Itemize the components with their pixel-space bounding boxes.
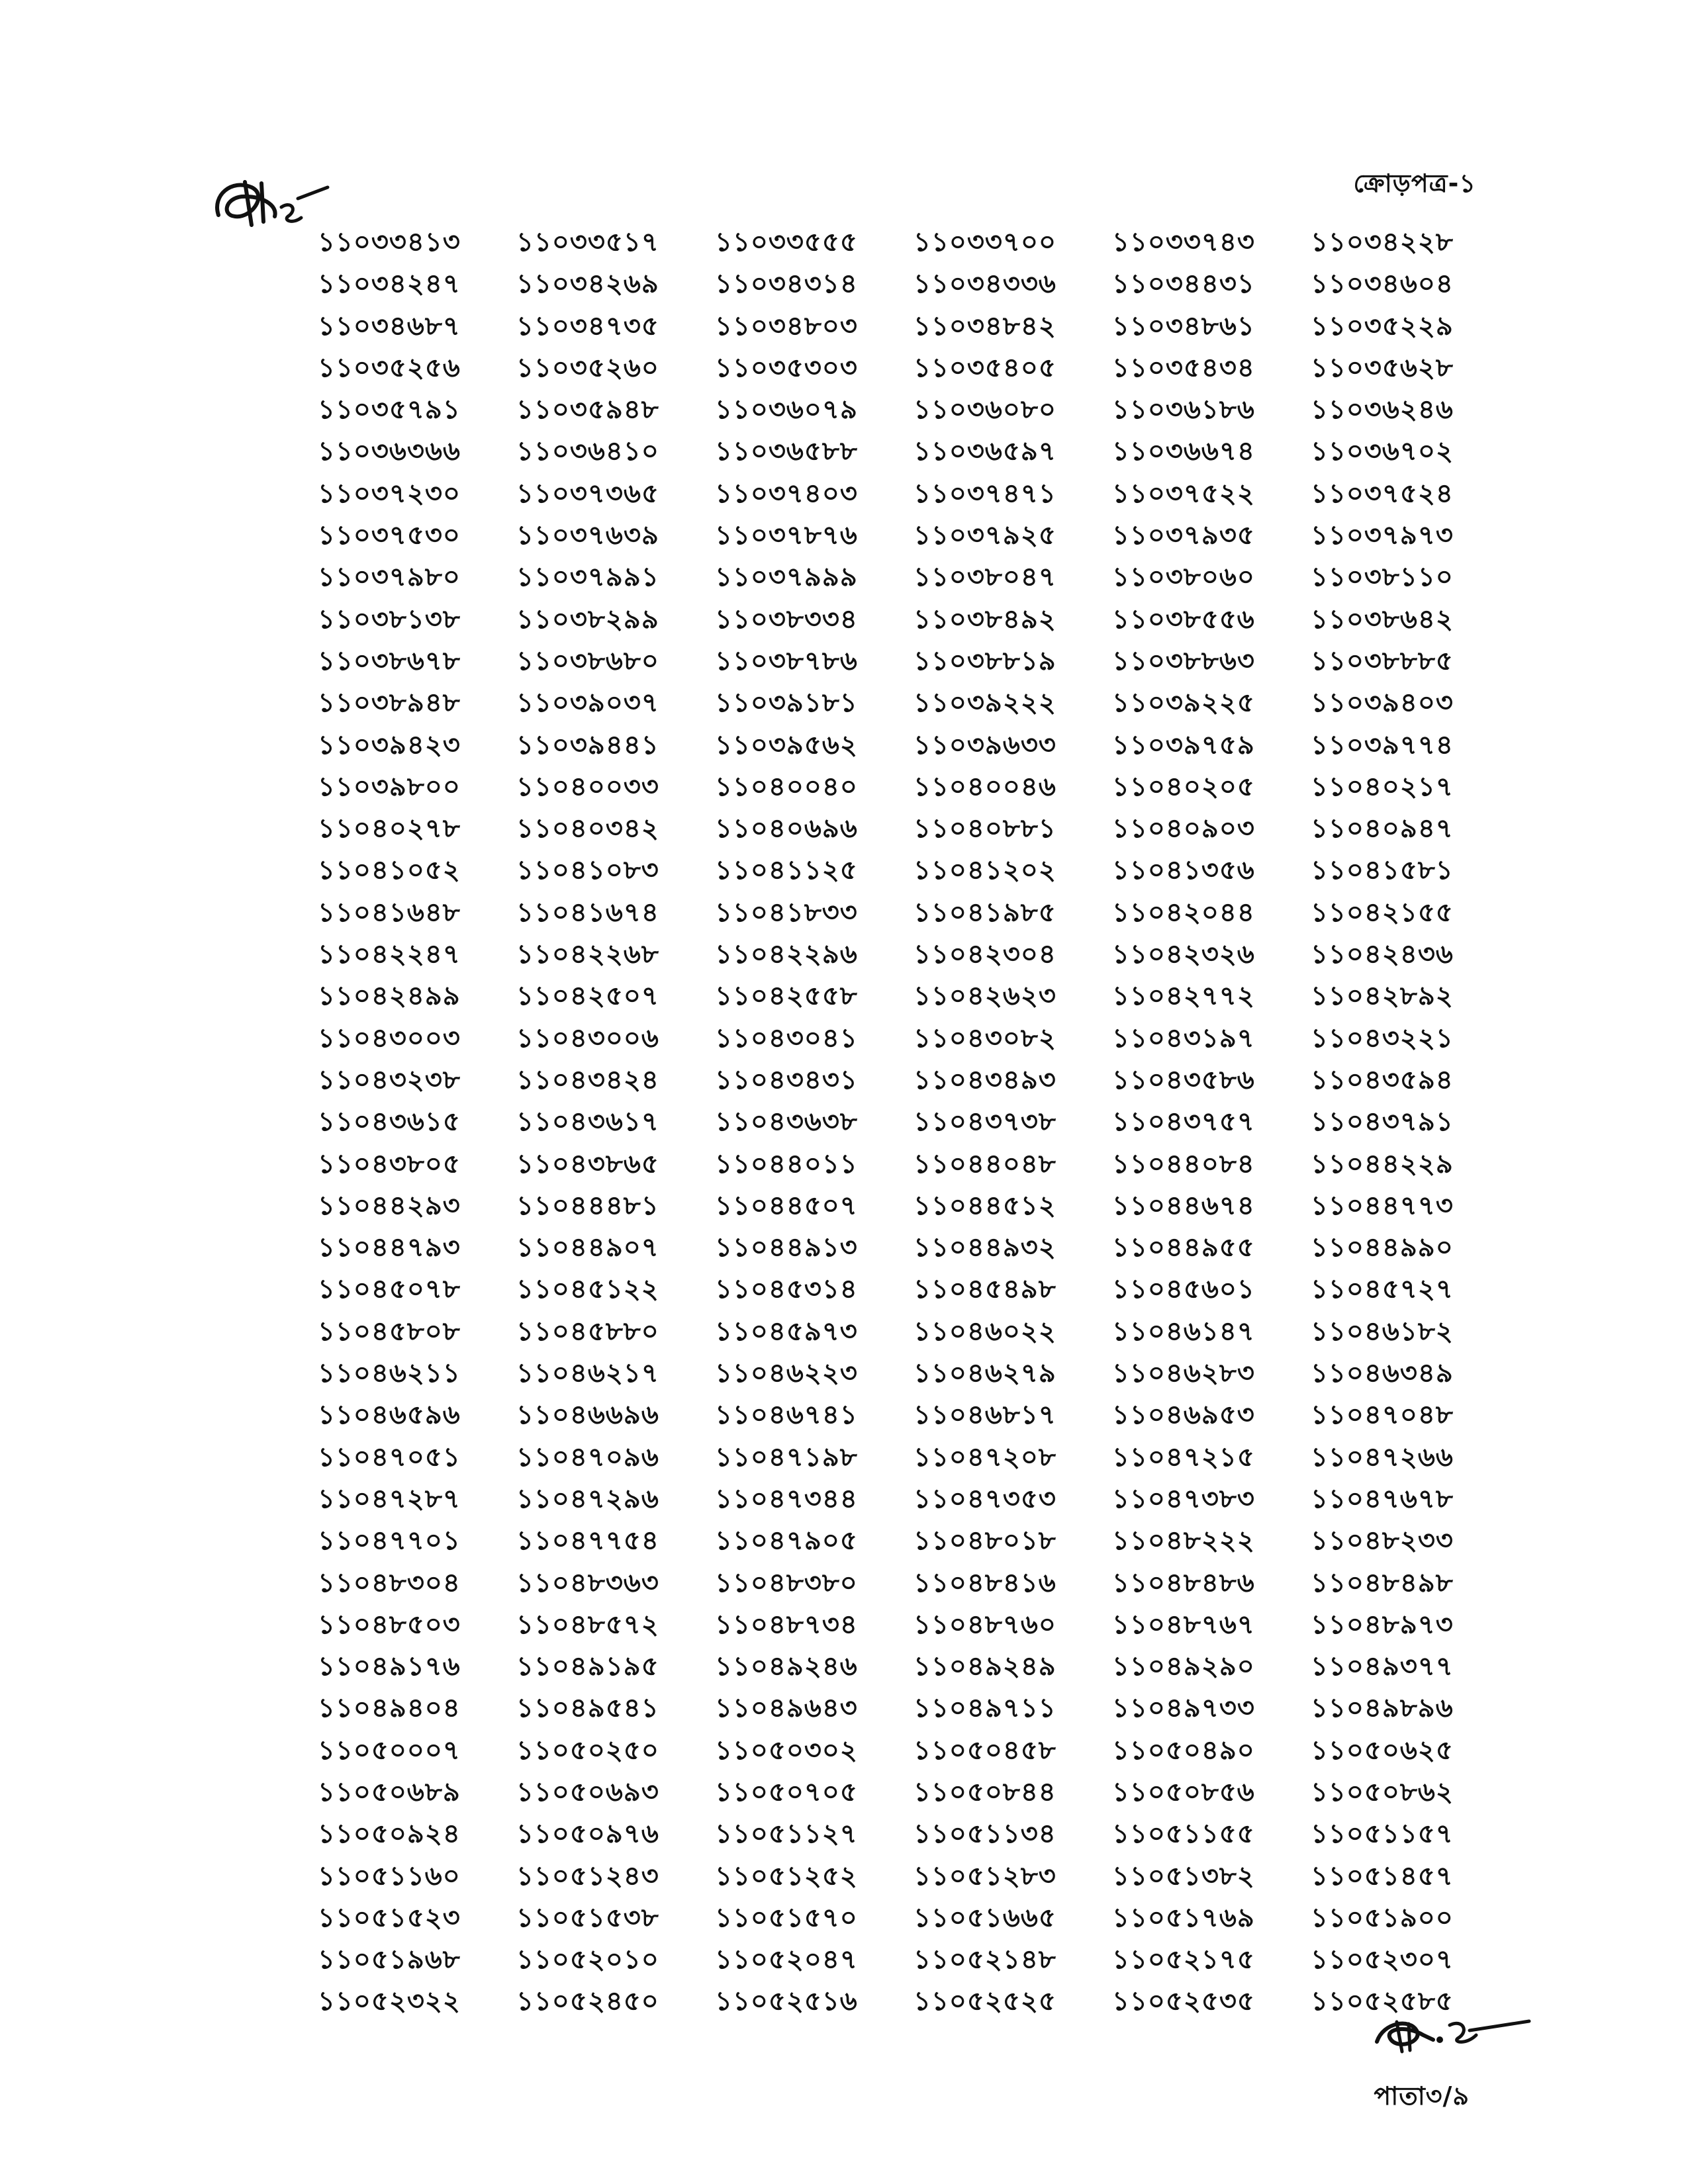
roll-number-cell: ১১০৪৭৩৮৩ (1112, 1483, 1255, 1514)
roll-number-cell: ১১০৪৬১৮২ (1311, 1316, 1454, 1347)
roll-number-cell: ১১০৪৮৭৬৭ (1112, 1609, 1255, 1640)
roll-number-cell: ১১০৩৪৮৪২ (914, 310, 1056, 341)
roll-number-cell: ১১০৪৬৯৫৩ (1112, 1400, 1255, 1431)
roll-number-cell: ১১০৪৫৩১৪ (715, 1274, 858, 1305)
roll-number-cell: ১১০৩৪৪৩১ (1112, 269, 1255, 300)
roll-number-cell: ১১০৪০০৪০ (715, 771, 858, 802)
roll-number-cell: ১১০৫০৬৮৯ (318, 1776, 461, 1807)
roll-number-cell: ১১০৩৮৯৪৮ (318, 688, 461, 719)
roll-number-cell: ১১০৪৬২২৩ (715, 1358, 858, 1389)
roll-number-cell: ১১০৩৩৫১৭ (516, 227, 659, 257)
roll-number-cell: ১১০৪৫৬০১ (1112, 1274, 1255, 1305)
roll-number-cell: ১১০৩৫৪০৫ (914, 352, 1056, 383)
roll-number-cell: ১১০৪৪৬৭৪ (1112, 1190, 1255, 1221)
roll-number-cell: ১১০৪৪৫১২ (914, 1190, 1056, 1221)
roll-number-cell: ১১০৪০০৩৩ (516, 771, 659, 802)
roll-number-cell: ১১০৪০৯০৩ (1112, 813, 1255, 844)
roll-number-cell: ১১০৪৭০৪৮ (1311, 1400, 1454, 1431)
roll-number-cell: ১১০৩৭৪০৩ (715, 478, 858, 509)
roll-number-cell: ১১০৩৭৪৭১ (914, 478, 1056, 509)
roll-number-cell: ১১০৫১৯৬৮ (318, 1944, 461, 1976)
roll-number-cell: ১১০৪৯১৭৬ (318, 1651, 461, 1682)
roll-number-cell: ১১০৪০৮৮১ (914, 813, 1056, 844)
roll-number-cell: ১১০৪২৬২৩ (914, 981, 1056, 1012)
roll-number-cell: ১১০৪৯৭৩৩ (1112, 1693, 1255, 1724)
roll-number-cell: ১১০৪১৫৮১ (1311, 855, 1454, 886)
signature-bottom (1370, 1999, 1536, 2058)
roll-number-cell: ১১০৪৭২৯৬ (516, 1483, 659, 1514)
roll-number-cell: ১১০৩৪৩১৪ (715, 269, 858, 300)
roll-number-cell: ১১০৩৮৮৬৩ (1112, 645, 1255, 676)
roll-number-cell: ১১০৩৬০৭৯ (715, 394, 858, 426)
roll-number-cell: ১১০৪৮৭৩৪ (715, 1609, 858, 1640)
roll-number-cell: ১১০৫২৪৫০ (516, 1986, 659, 2017)
roll-number-cell: ১১০৪০৩৪২ (516, 813, 659, 844)
roll-number-cell: ১১০৩৩৪১৩ (318, 227, 461, 257)
page-number: পাতা৩/৯ (1374, 2081, 1470, 2111)
roll-number-cell: ১১০৪৮৯৭৩ (1311, 1609, 1454, 1640)
roll-number-cell: ১১০৪৩৬১৫ (318, 1107, 461, 1138)
roll-number-cell: ১১০৪৮৭৬০ (914, 1609, 1056, 1640)
roll-number-cell: ১১০৫১৪৫৭ (1311, 1860, 1454, 1891)
roll-number-cell: ১১০৪৭৭০১ (318, 1525, 461, 1557)
roll-number-cell: ১১০৩৮৫৫৬ (1112, 604, 1255, 635)
roll-number-cell: ১১০৪৭৭৫৪ (516, 1525, 659, 1557)
roll-number-cell: ১১০৪৮৫০৩ (318, 1609, 461, 1640)
roll-number-cell: ১১০৪৭৯০৫ (715, 1525, 858, 1557)
roll-number-cell: ১১০৩৭৯৩৫ (1112, 520, 1255, 551)
roll-number-cell: ১১০৩৭৫৩০ (318, 520, 461, 551)
roll-number-cell: ১১০৪৮৩০৪ (318, 1567, 461, 1598)
roll-number-cell: ১১০৩৪৬৮৭ (318, 310, 461, 341)
roll-number-cell: ১১০৪৩৭৩৮ (914, 1107, 1056, 1138)
roll-number-cell: ১১০৪৭৬৭৮ (1311, 1483, 1454, 1514)
roll-number-cell: ১১০৪২২৯৬ (715, 939, 858, 970)
roll-number-cell: ১১০৪৭৩৫৩ (914, 1483, 1056, 1514)
roll-number-cell: ১১০৩৭৯২৫ (914, 520, 1056, 551)
roll-number-cell: ১১০৪৯৬৪৩ (715, 1693, 858, 1724)
roll-number-cell: ১১০৩৯৪০৩ (1311, 688, 1454, 719)
roll-number-cell: ১১০৪৯২৪৯ (914, 1651, 1056, 1682)
roll-number-cell: ১১০৩৯৭৫৯ (1112, 729, 1255, 760)
roll-number-cell: ১১০৪১৩৫৬ (1112, 855, 1255, 886)
roll-number-cell: ১১০৫০৮৬২ (1311, 1776, 1454, 1807)
roll-number-cell: ১১০৪৫৮৮০ (516, 1316, 659, 1347)
roll-number-cell: ১১০৪২৫০৭ (516, 981, 659, 1012)
roll-number-cell: ১১০৫২৫২৫ (914, 1986, 1056, 2017)
roll-number-cell: ১১০৫১২৪৩ (516, 1860, 659, 1891)
roll-number-cell: ১১০৪৮০১৮ (914, 1525, 1056, 1557)
roll-number-cell: ১১০৫২৫৮৫ (1311, 1986, 1454, 2017)
roll-number-cell: ১১০৪৩৬৩৮ (715, 1107, 858, 1138)
roll-number-cell: ১১০৫১১২৭ (715, 1819, 858, 1850)
roll-number-cell: ১১০৩৫৭৯১ (318, 394, 461, 426)
roll-number-cell: ১১০৪৮২৩৩ (1311, 1525, 1454, 1557)
roll-number-cell: ১১০৩৬৫৯৭ (914, 436, 1056, 467)
roll-number-cell: ১১০৪৩১৯৭ (1112, 1023, 1255, 1054)
roll-number-cell: ১১০৩৫২২৯ (1311, 310, 1454, 341)
roll-number-cell: ১১০৩৩৭০০ (914, 227, 1056, 257)
roll-number-cell: ১১০৪৭২০৮ (914, 1441, 1056, 1473)
roll-number-cell: ১১০৫০০০৭ (318, 1735, 461, 1766)
roll-number-cell: ১১০৪৪৯১৩ (715, 1232, 858, 1263)
roll-number-cell: ১১০৫১৯০০ (1311, 1902, 1454, 1933)
roll-number-cell: ১১০৪৪৫০৭ (715, 1190, 858, 1221)
roll-number-cell: ১১০৪৬২৭৯ (914, 1358, 1056, 1389)
roll-number-cell: ১১০৪৫৪৯৮ (914, 1274, 1056, 1305)
roll-number-cell: ১১০৪৪০৪৮ (914, 1148, 1056, 1179)
roll-number-cell: ১১০৩৯২২২ (914, 688, 1056, 719)
roll-number-cell: ১১০৩৯৪৪১ (516, 729, 659, 760)
roll-number-cell: ১১০৩৮১১০ (1311, 562, 1454, 593)
roll-number-cell: ১১০৪৯২৯০ (1112, 1651, 1255, 1682)
roll-number-cell: ১১০৩৭২৩০ (318, 478, 461, 509)
roll-number-cell: ১১০৩৯২২৫ (1112, 688, 1255, 719)
roll-number-cell: ১১০৪৩৪২৪ (516, 1064, 659, 1095)
roll-number-cell: ১১০৪৯৩৭৭ (1311, 1651, 1454, 1682)
roll-number-cell: ১১০৫২১৭৫ (1112, 1944, 1255, 1976)
roll-number-cell: ১১০৩৪২৬৯ (516, 269, 659, 300)
roll-number-cell: ১১০৪২৭৭২ (1112, 981, 1255, 1012)
roll-number-cell: ১১০৩৪৮৬১ (1112, 310, 1255, 341)
roll-number-cell: ১১০৪০০৪৬ (914, 771, 1056, 802)
roll-number-cell: ১১০৩৮৬৪২ (1311, 604, 1454, 635)
roll-number-cell: ১১০৩৫৩০৩ (715, 352, 858, 383)
roll-number-cell: ১১০৪২২৬৮ (516, 939, 659, 970)
roll-number-cell: ১১০৪১১২৫ (715, 855, 858, 886)
roll-number-cell: ১১০৫০৬৯৩ (516, 1776, 659, 1807)
roll-number-cell: ১১০৩৮৪৯২ (914, 604, 1056, 635)
roll-number-cell: ১১০৪২৩০৪ (914, 939, 1056, 970)
roll-number-cell: ১১০৪৯৭১১ (914, 1693, 1056, 1724)
roll-number-cell: ১১০৫১১৩৪ (914, 1819, 1056, 1850)
roll-number-cell: ১১০৪৬৩৪৯ (1311, 1358, 1454, 1389)
roll-number-cell: ১১০৩৫২৫৬ (318, 352, 461, 383)
roll-number-cell: ১১০৪৬৫৯৬ (318, 1400, 461, 1431)
roll-number-cell: ১১০৩৮০৪৭ (914, 562, 1056, 593)
roll-number-cell: ১১০৪৪০১১ (715, 1148, 858, 1179)
roll-number-cell: ১১০৪৫১২২ (516, 1274, 659, 1305)
roll-number-cell: ১১০৫১৫৭০ (715, 1902, 858, 1933)
roll-number-cell: ১১০৪১০৫২ (318, 855, 461, 886)
roll-number-cell: ১১০৪১০৮৩ (516, 855, 659, 886)
roll-number-cell: ১১০৪৭০৫১ (318, 1441, 461, 1473)
roll-number-cell: ১১০৪৩৬১৭ (516, 1107, 659, 1138)
roll-number-cell: ১১০৩৫৪৩৪ (1112, 352, 1255, 383)
roll-number-cell: ১১০৩৯৮০০ (318, 771, 461, 802)
roll-number-cell: ১১০৪৪৯০৭ (516, 1232, 659, 1263)
roll-number-cell: ১১০৪১৬৪৮ (318, 897, 461, 928)
roll-number-cell: ১১০৪৩০০৩ (318, 1023, 461, 1054)
roll-number-cell: ১১০৩৮৬৮০ (516, 645, 659, 676)
roll-number-cell: ১১০৪৮২২২ (1112, 1525, 1255, 1557)
roll-number-cell: ১১০৩৭৯৮০ (318, 562, 461, 593)
roll-number-cell: ১১০৩৭৫২৪ (1311, 478, 1454, 509)
roll-number-cell: ১১০৫১২৫২ (715, 1860, 858, 1891)
roll-number-cell: ১১০৩৮২৯৯ (516, 604, 659, 635)
roll-number-cell: ১১০৫০৯২৪ (318, 1819, 461, 1850)
roll-number-cell: ১১০৩৬২৪৬ (1311, 394, 1454, 426)
roll-number-cell: ১১০৩৭৯৯১ (516, 562, 659, 593)
roll-number-cell: ১১০৩৯১৮১ (715, 688, 858, 719)
roll-number-cell: ১১০৪১৬৭৪ (516, 897, 659, 928)
roll-number-cell: ১১০৪৭০৯৬ (516, 1441, 659, 1473)
roll-number-cell: ১১০৩৬০৮০ (914, 394, 1056, 426)
roll-number-cell: ১১০৫০৯৭৬ (516, 1819, 659, 1850)
roll-number-cell: ১১০৪২৫৫৮ (715, 981, 858, 1012)
roll-number-cell: ১১০৪৫৭২৭ (1311, 1274, 1454, 1305)
roll-number-cell: ১১০৪১৯৮৫ (914, 897, 1056, 928)
roll-number-cell: ১১০৪৭২৮৭ (318, 1483, 461, 1514)
roll-number-cell: ১১০৩৯৬৩৩ (914, 729, 1056, 760)
roll-number-cell: ১১০৩৪২৪৭ (318, 269, 461, 300)
roll-number-cell: ১১০৩৮৬৭৮ (318, 645, 461, 676)
roll-number-grid (318, 222, 1496, 2023)
roll-number-cell: ১১০৩৪৬০৪ (1311, 269, 1454, 300)
roll-number-cell: ১১০৫০৩০২ (715, 1735, 858, 1766)
roll-number-cell: ১১০৫১৬৬৫ (914, 1902, 1056, 1933)
roll-number-cell: ১১০৩৯০৩৭ (516, 688, 659, 719)
roll-number-cell: ১১০৩৮৭৮৬ (715, 645, 858, 676)
roll-number-cell: ১১০৪১২০২ (914, 855, 1056, 886)
roll-number-cell: ১১০৫০৮৫৬ (1112, 1776, 1255, 1807)
roll-number-cell: ১১০৩৭৫২২ (1112, 478, 1255, 509)
roll-number-cell: ১১০৪০২৭৮ (318, 813, 461, 844)
roll-number-cell: ১১০৩৬৫৮৮ (715, 436, 858, 467)
roll-number-cell: ১১০৫১৭৬৯ (1112, 1902, 1255, 1933)
roll-number-cell: ১১০৪৬৭৪১ (715, 1400, 858, 1431)
roll-number-cell: ১১০৫২৩২২ (318, 1986, 461, 2017)
roll-number-cell: ১১০৪৪৪৮১ (516, 1190, 659, 1221)
roll-number-cell: ১১০৫০৪৯০ (1112, 1735, 1255, 1766)
roll-number-cell: ১১০৪০২০৫ (1112, 771, 1255, 802)
roll-number-cell: ১১০৩৬৪১০ (516, 436, 659, 467)
roll-number-cell: ১১০৩৬৩৬৬ (318, 436, 461, 467)
roll-number-cell: ১১০৪৩৫৯৪ (1311, 1064, 1454, 1095)
roll-number-cell: ১১০৩৮১৩৮ (318, 604, 461, 635)
roll-number-cell: ১১০৪৬৬৯৬ (516, 1400, 659, 1431)
roll-number-cell: ১১০৪৩০৪১ (715, 1023, 858, 1054)
roll-number-cell: ১১০৪৩৫৮৬ (1112, 1064, 1255, 1095)
roll-number-cell: ১১০৪২৪৯৯ (318, 981, 461, 1012)
roll-number-cell: ১১০৪৩০০৬ (516, 1023, 659, 1054)
roll-number-cell: ১১০৫০৮৪৪ (914, 1776, 1056, 1807)
annex-label: ক্রোড়পত্র-১ (1353, 169, 1476, 198)
roll-number-cell: ১১০৪৭২৬৬ (1311, 1441, 1454, 1473)
roll-number-cell: ১১০৩৯৪২৩ (318, 729, 461, 760)
roll-number-cell: ১১০৪৭১৯৮ (715, 1441, 858, 1473)
roll-number-cell: ১১০৪৪২৯৩ (318, 1190, 461, 1221)
roll-number-cell: ১১০৫১১৫৫ (1112, 1819, 1255, 1850)
roll-number-cell: ১১০৫২১৪৮ (914, 1944, 1056, 1976)
roll-number-cell: ১১০৪৪৯৩২ (914, 1232, 1056, 1263)
roll-number-cell: ১১০৫১১৬০ (318, 1860, 461, 1891)
roll-number-cell: ১১০৪৮৩৬৩ (516, 1567, 659, 1598)
roll-number-cell: ১১০৪৯৪০৪ (318, 1693, 461, 1724)
roll-number-cell: ১১০৫১৩৮২ (1112, 1860, 1255, 1891)
roll-number-cell: ১১০৩৭৯৭৩ (1311, 520, 1454, 551)
roll-number-cell: ১১০৪২১৫৫ (1311, 897, 1454, 928)
roll-number-cell: ১১০৪২২৪৭ (318, 939, 461, 970)
roll-number-cell: ১১০৩৭৮৭৬ (715, 520, 858, 551)
roll-number-cell: ১১০৩৬৭০২ (1311, 436, 1454, 467)
roll-number-cell: ১১০৪৬১৪৭ (1112, 1316, 1255, 1347)
roll-number-cell: ১১০৪৯১৯৫ (516, 1651, 659, 1682)
roll-number-cell: ১১০৩৯৫৬২ (715, 729, 858, 760)
roll-number-cell: ১১০৪২০৪৪ (1112, 897, 1255, 928)
roll-number-cell: ১১০৫১৫৩৮ (516, 1902, 659, 1933)
roll-number-cell: ১১০৪৯৫৪১ (516, 1693, 659, 1724)
roll-number-cell: ১১০৪১৮৩৩ (715, 897, 858, 928)
roll-number-cell: ১১০৩৭৬৩৯ (516, 520, 659, 551)
roll-number-cell: ১১০৪৫০৭৮ (318, 1274, 461, 1305)
roll-number-cell: ১১০৩৪৮০৩ (715, 310, 858, 341)
roll-number-cell: ১১০৩৭৯৯৯ (715, 562, 858, 593)
roll-number-cell: ১১০৪৩৮০৫ (318, 1148, 461, 1179)
roll-number-cell: ১১০৪৪০৮৪ (1112, 1148, 1255, 1179)
roll-number-cell: ১১০৪৯৮৯৬ (1311, 1693, 1454, 1724)
roll-number-cell: ১১০৩৯৭৭৪ (1311, 729, 1454, 760)
roll-number-cell: ১১০৪৭২১৫ (1112, 1441, 1255, 1473)
roll-number-cell: ১১০৫০৪৫৮ (914, 1735, 1056, 1766)
roll-number-cell: ১১০৪৬২১১ (318, 1358, 461, 1389)
roll-number-cell: ১১০৩৫২৬০ (516, 352, 659, 383)
roll-number-cell: ১১০৪২৮৯২ (1311, 981, 1454, 1012)
roll-number-cell: ১১০৫২৩০৭ (1311, 1944, 1454, 1976)
roll-number-cell: ১১০৪৩৭৫৭ (1112, 1107, 1255, 1138)
roll-number-cell: ১১০৩৪৭৩৫ (516, 310, 659, 341)
roll-number-cell: ১১০৩৫৯৪৮ (516, 394, 659, 426)
roll-number-cell: ১১০৪০৯৪৭ (1311, 813, 1454, 844)
roll-number-cell: ১১০৩৬১৮৬ (1112, 394, 1255, 426)
roll-number-cell: ১১০৫২০৪৭ (715, 1944, 858, 1976)
roll-number-cell: ১১০৪৯২৪৬ (715, 1651, 858, 1682)
roll-number-cell: ১১০৩৮৩৩৪ (715, 604, 858, 635)
roll-number-cell: ১১০৩৪২২৮ (1311, 227, 1454, 257)
roll-number-cell: ১১০৪৬৮১৭ (914, 1400, 1056, 1431)
roll-number-cell: ১১০৪৩৪৩১ (715, 1064, 858, 1095)
roll-number-cell: ১১০৪৮৫৭২ (516, 1609, 659, 1640)
roll-number-cell: ১১০৪৩২৩৮ (318, 1064, 461, 1095)
roll-number-cell: ১১০৪৩২২১ (1311, 1023, 1454, 1054)
roll-number-cell: ১১০৪৩৪৯৩ (914, 1064, 1056, 1095)
roll-number-cell: ১১০৪৩৮৬৫ (516, 1148, 659, 1179)
roll-number-cell: ১১০৩৩৭৪৩ (1112, 227, 1255, 257)
roll-number-cell: ১১০৫১২৮৩ (914, 1860, 1056, 1891)
roll-number-cell: ১১০৪৫৯৭৩ (715, 1316, 858, 1347)
roll-number-cell: ১১০৫২০১০ (516, 1944, 659, 1976)
roll-number-cell: ১১০৫০৬২৫ (1311, 1735, 1454, 1766)
roll-number-cell: ১১০৩৫৬২৮ (1311, 352, 1454, 383)
roll-number-cell: ১১০৩৪৩৩৬ (914, 269, 1056, 300)
roll-number-cell: ১১০৪৬২১৭ (516, 1358, 659, 1389)
roll-number-cell: ১১০৫০২৫০ (516, 1735, 659, 1766)
roll-number-cell: ১১০৪২৩২৬ (1112, 939, 1255, 970)
roll-number-cell: ১১০৪৬২৮৩ (1112, 1358, 1255, 1389)
roll-number-cell: ১১০৩৮০৬০ (1112, 562, 1255, 593)
roll-number-cell: ১১০৩৬৬৭৪ (1112, 436, 1255, 467)
roll-number-cell: ১১০৪৮৩৮০ (715, 1567, 858, 1598)
roll-number-cell: ১১০৪৪২২৯ (1311, 1148, 1454, 1179)
roll-number-cell: ১১০৩৮৮১৯ (914, 645, 1056, 676)
roll-number-cell: ১১০৪৪৭৭৩ (1311, 1190, 1454, 1221)
roll-number-cell: ১১০৪৮৪১৬ (914, 1567, 1056, 1598)
roll-number-cell: ১১০৫১১৫৭ (1311, 1819, 1454, 1850)
roll-number-cell: ১১০৩৭৩৬৫ (516, 478, 659, 509)
roll-number-cell: ১১০৫০৭০৫ (715, 1776, 858, 1807)
roll-number-cell: ১১০৪৪৭৯৩ (318, 1232, 461, 1263)
roll-number-cell: ১১০৪৫৮০৮ (318, 1316, 461, 1347)
roll-number-cell: ১১০৪৭৩৪৪ (715, 1483, 858, 1514)
roll-number-cell: ১১০৩৮৮৮৫ (1311, 645, 1454, 676)
roll-number-cell: ১১০৪৮৪৮৬ (1112, 1567, 1255, 1598)
roll-number-cell: ১১০৪২৪৩৬ (1311, 939, 1454, 970)
roll-number-cell: ১১০৫২৫৩৫ (1112, 1986, 1255, 2017)
roll-number-cell: ১১০৪৪৯৯০ (1311, 1232, 1454, 1263)
roll-number-cell: ১১০৪৩৭৯১ (1311, 1107, 1454, 1138)
roll-number-cell: ১১০৫২৫১৬ (715, 1986, 858, 2017)
roll-number-cell: ১১০৪০২১৭ (1311, 771, 1454, 802)
roll-number-cell: ১১০৩৩৫৫৫ (715, 227, 858, 257)
roll-number-cell: ১১০৪৩০৮২ (914, 1023, 1056, 1054)
roll-number-cell: ১১০৪৪৯৫৫ (1112, 1232, 1255, 1263)
roll-number-cell: ১১০৪৮৪৯৮ (1311, 1567, 1454, 1598)
roll-number-cell: ১১০৪৬০২২ (914, 1316, 1056, 1347)
roll-number-cell: ১১০৫১৫২৩ (318, 1902, 461, 1933)
roll-number-cell: ১১০৪০৬৯৬ (715, 813, 858, 844)
